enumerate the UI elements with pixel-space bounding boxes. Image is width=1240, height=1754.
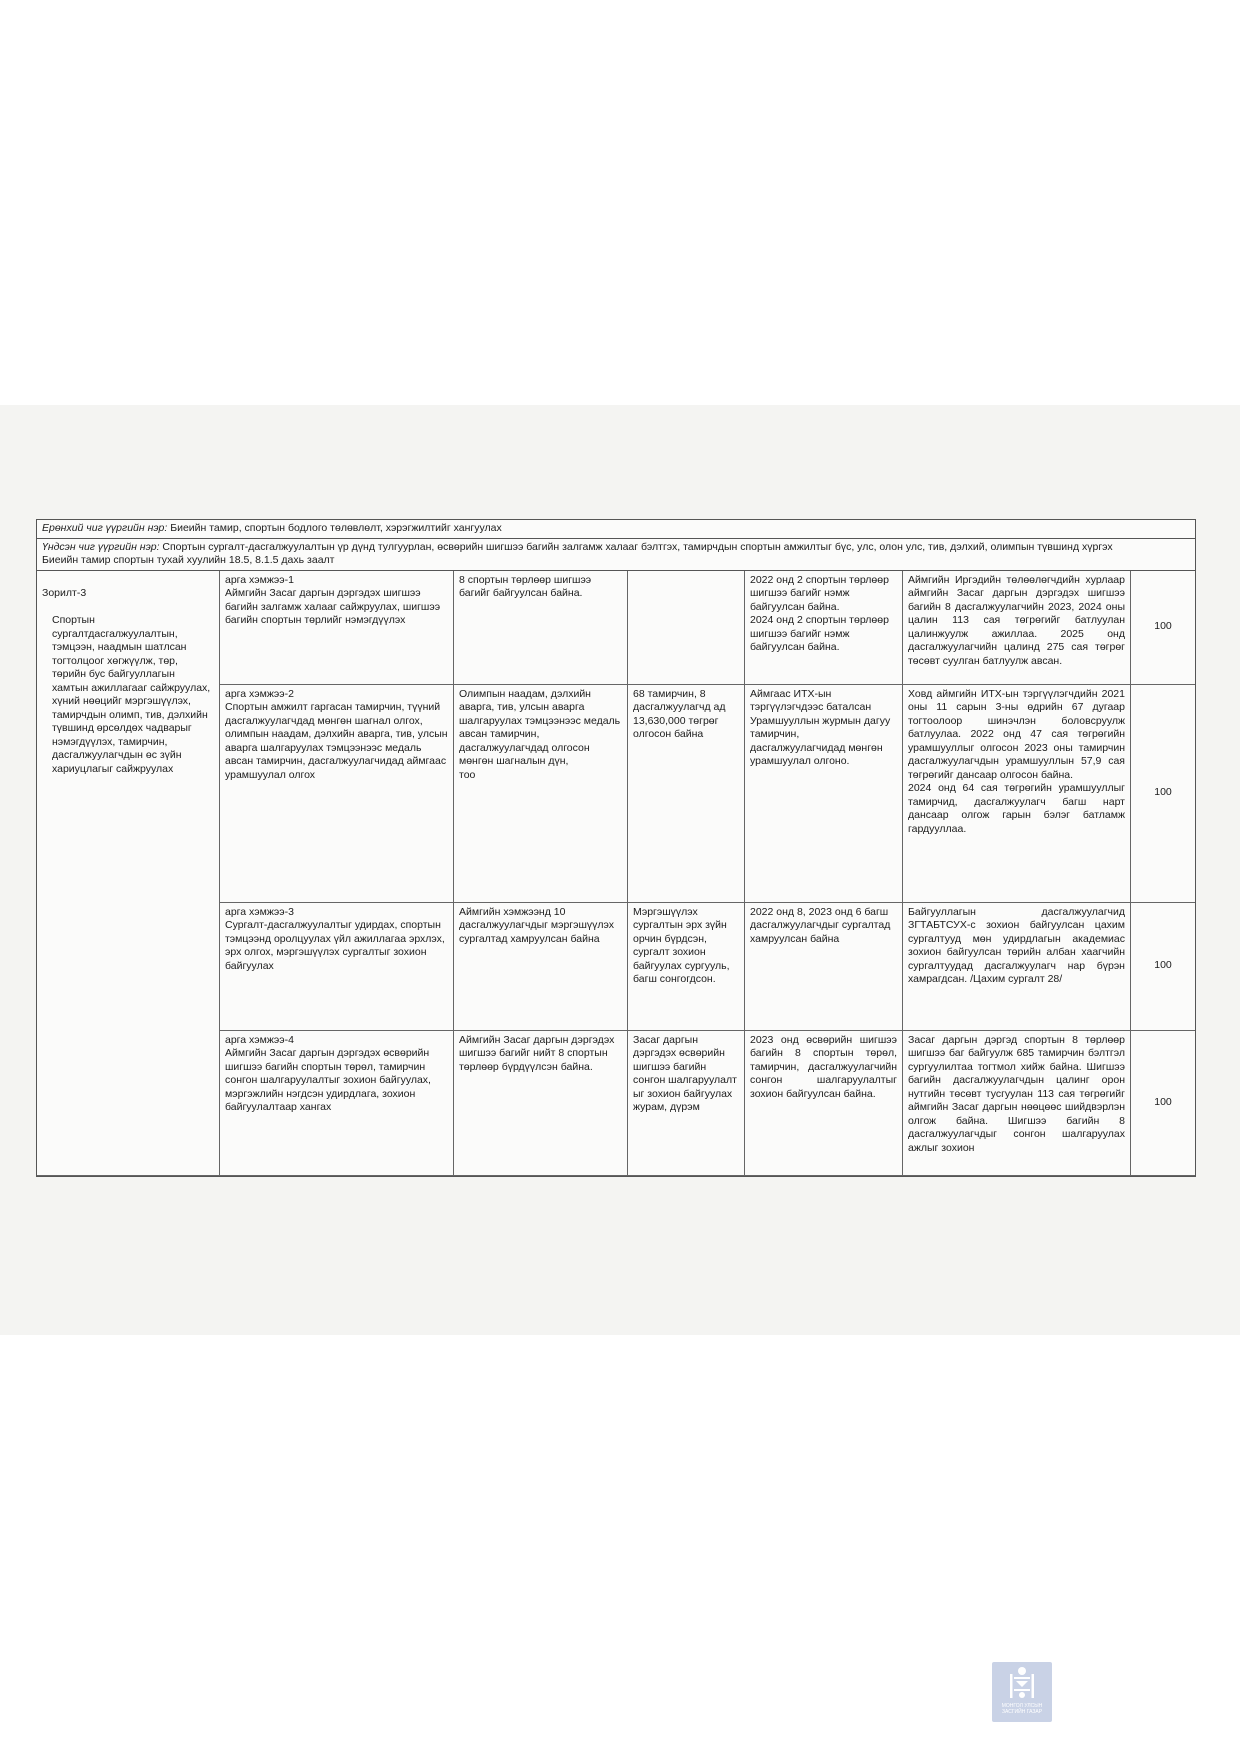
score-cell: 100 xyxy=(1131,903,1195,1031)
target-cell: Аймгаас ИТХ-ын тэргүүлэгчдээс баталсан Урамшууллын журмын дагуу тамирчин, дасгалжуулагчидад мөнгөн урамшуулал олгоно. xyxy=(745,685,903,903)
general-function-value: Биеийн тамир, спортын бодлого төлөвлөлт, хэрэгжилтийг хангуулах xyxy=(167,522,502,534)
logo-text: МОНГОЛ УЛСЫН ЗАСГИЙН ГАЗАР xyxy=(1001,1703,1043,1715)
progress-cell: Засаг даргын дэргэд спортын 8 төрлөөр шигшээ баг байгуулж 685 тамирчин бэлтгэл сургуулилтаа тогтмол хийж байна. Шигшээ багийн дасгалжуулагчдын цалинг орон нутгийн төсөвт тусгуулан 113 сая төгрөгийг аймгийн Засаг даргын нөөцөөс шийдвэрлэн олгож байна. Шигшээ багийн 8 дасгалжуулагчдыг сонгон шалгаруулах ажлыг зохион xyxy=(903,1031,1131,1176)
plan-table xyxy=(36,519,1196,1177)
target-cell: 2022 онд 2 спортын төрлөөр шигшээ багийг нэмж байгуулсан байна. 2024 онд 2 спортын төрлөөр шигшээ багийг нэмж байгуулсан байна. xyxy=(745,571,903,685)
baseline-cell xyxy=(628,571,745,685)
government-logo xyxy=(992,1662,1052,1722)
progress-cell: Байгууллагын дасгалжуулагчид ЗГТАБТСУХ-с зохион байгуулсан цахим сургалтууд мөн удирдлагын академиас зохион байгуулсан төрийн албан хаагчийн сургалтуудад дасгалжуулагч нар бүрэн хамрагдсан. /Цахим сургалт 28/ xyxy=(903,903,1131,1031)
target-cell: 2022 онд 8, 2023 онд 6 багш дасгалжуулагчдыг сургалтад хамруулсан байна xyxy=(745,903,903,1031)
score-cell: 100 xyxy=(1131,571,1195,685)
measures-grid xyxy=(37,571,1195,1176)
target-cell: 2023 онд өсвөрийн шигшээ багийн 8 спортын төрөл, тамирчин, дасгалжуулагчийн сонгон шалгаруулалтыг зохион байгуулсан байна. xyxy=(745,1031,903,1176)
measure-cell: арга хэмжээ-3 Сургалт-дасгалжуулалтыг удирдах, спортын тэмцээнд оролцуулах үйл ажиллагаа эрхлэх, эрх олгох, мэргэшүүлэх сургалтыг зохион байгуулах xyxy=(220,903,454,1031)
indicator-cell: Аймгийн Засаг даргын дэргэдэх шигшээ багийг нийт 8 спортын төрлөөр бүрдүүлсэн байна. xyxy=(454,1031,628,1176)
score-cell: 100 xyxy=(1131,1031,1195,1176)
measure-cell: арга хэмжээ-2 Спортын амжилт гаргасан тамирчин, түүний дасгалжуулагчдад мөнгөн шагнал олгох, олимпын наадам, дэлхийн аварга, тив, улсын аварга шалгаруулах тэмцээнээс медаль авсан тамирчин, дасгалжуулагчидад аймгаас урамшуулал олгох xyxy=(220,685,454,903)
general-function-row xyxy=(37,520,1195,539)
goal-text: Спортын сургалтдасгалжуулалтын, тэмцээн, наадмын шатлсан тогтолцоог хөгжүүлж, төр, төрийн бус байгууллагын хамтын ажиллагааг сайжруулах, хүний нөөцийг мэргэшүүлэх, тамирчдын олимп, тив, дэлхийн түвшинд өрсөлдөх чадварыг нэмэгдүүлэх, тамирчин, дасгалжуулагчдын өс зүйн хариуцлагыг сайжруулах xyxy=(52,614,211,775)
goal-title: Зорилт-3 xyxy=(42,587,87,599)
law-reference: Биеийн тамир спортын тухай хуулийн 18.5, 8.1.5 дахь заалт xyxy=(42,554,335,566)
baseline-cell: Мэргэшүүлэх сургалтын эрх зүйн орчин бүрдсэн, сургалт зохион байгуулах сургууль, багш сонгогдсон. xyxy=(628,903,745,1031)
baseline-cell: Засаг даргын дэргэдэх өсвөрийн шигшээ багийн сонгон шалгаруулалт ыг зохион байгуулах журам, дүрэм xyxy=(628,1031,745,1176)
general-function-label: Ерөнхий чиг үүргийн нэр: xyxy=(42,522,168,534)
indicator-cell: Олимпын наадам, дэлхийн аварга, тив, улсын аварга шалгаруулах тэмцээнээс медаль авсан тамирчин, дасгалжуулагчдад олгосон мөнгөн шагналын дүн, тоо xyxy=(454,685,628,903)
measure-cell: арга хэмжээ-1 Аймгийн Засаг даргын дэргэдэх шигшээ багийн залгамж халааг сайжруулах, шигшээ багийн спортын төрлийг нэмэгдүүлэх xyxy=(220,571,454,685)
progress-cell: Аймгийн Иргэдийн төлөөлөгчдийн хурлаар аймгийн Засаг даргын дэргэдэх шигшээ багийн 8 дасгалжуулагчийн 2023, 2024 оны цалин 113 сая төгрөгийг батлуулан цалинжуулж ажиллаа. 2025 онд дасгалжуулагчийн цалинд 275 сая төгрөг төсөвт суулган батлуулж авсан. xyxy=(903,571,1131,685)
baseline-cell: 68 тамирчин, 8 дасгалжуулагчд ад 13,630,000 төгрөг олгосон байна xyxy=(628,685,745,903)
main-function-row xyxy=(37,539,1195,571)
indicator-cell: Аймгийн хэмжээнд 10 дасгалжуулагчдыг мэргэшүүлэх сургалтад хамруулсан байна xyxy=(454,903,628,1031)
goal-cell xyxy=(37,571,220,1176)
score-cell: 100 xyxy=(1131,685,1195,903)
indicator-cell: 8 спортын төрлөөр шигшээ багийг байгуулсан байна. xyxy=(454,571,628,685)
measure-cell: арга хэмжээ-4 Аймгийн Засаг даргын дэргэдэх өсвөрийн шигшээ багийн спортын төрөл, тамирчин сонгон шалгаруулалтыг зохион байгуулах, мэргэжлийн нэгдсэн удирдлага, зохион байгуулалтаар хангах xyxy=(220,1031,454,1176)
main-function-value: Спортын сургалт-дасгалжуулалтын үр дүнд тулгуурлан, өсвөрийн шигшээ багийн залгамж халааг бэлтгэх, тамирчдын спортын амжилтыг бүс, улс, олон улс, тив, дэлхий, олимпын түвшинд хүргэх xyxy=(159,540,1113,553)
progress-cell: Ховд аймгийн ИТХ-ын тэргүүлэгчдийн 2021 оны 11 сарын 3-ны өдрийн 67 дугаар тогтоолоор шинэчлэн боловсруулж батлуулаа. 2022 онд 47 сая төгрөгийн урамшууллыг олгосон 2023 оны тамирчин дасгалжуулагчдын урамшууллын 57,9 сая төгрөгийг дансаар олгосон байна. 2024 онд 64 сая төгрөгийн урамшууллыг тамирчид, дасгалжуулагч багш нарт дансаар олгож гарын бэлэг батламж гардууллаа. xyxy=(903,685,1131,903)
soyombo-icon xyxy=(992,1662,1052,1706)
main-function-label: Үндсэн чиг үүргийн нэр: xyxy=(42,540,160,553)
